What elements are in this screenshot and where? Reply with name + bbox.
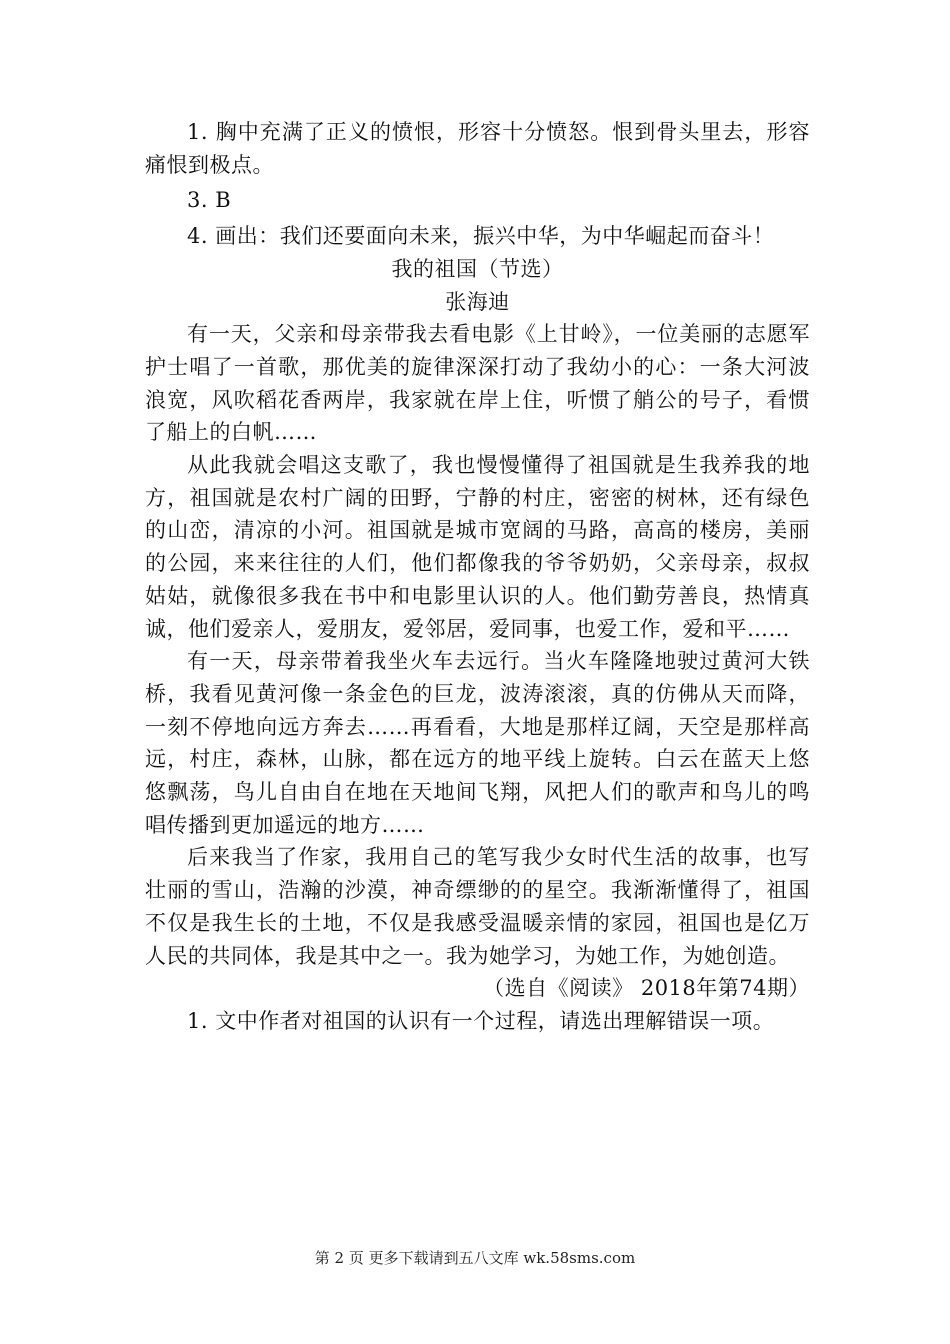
- answer-1: 1. 胸中充满了正义的愤恨，形容十分愤怒。恨到骨头里去，形容痛恨到极点。: [145, 120, 810, 177]
- article-source: （选自《阅读》 2018年第74期）: [483, 976, 810, 1001]
- article-paragraph-4: 后来我当了作家，我用自己的笔写我少女时代生活的故事，也写壮丽的雪山，浩瀚的沙漠，神奇缥缈的的星空。我渐渐懂得了，祖国不仅是我生长的土地，不仅是我感受温暖亲情的家园，祖国也是亿万人民的共同体，我是其中之一。我为她学习，为她工作，为她创造。: [145, 845, 810, 968]
- answer-3: 3. B: [187, 188, 232, 213]
- article-paragraph-2: 从此我就会唱这支歌了，我也慢慢懂得了祖国就是生我养我的地方，祖国就是农村广阔的田野，宁静的村庄，密密的树林，还有绿色的山峦，清凉的小河。祖国就是城市宽阔的马路，高高的楼房，美丽的公园，来来往往的人们，他们都像我的爷爷奶奶，父亲母亲，叔叔姑姑，就像很多我在书中和电影里认识的人。他们勤劳善良，热情真诚，他们爱亲人，爱朋友，爱邻居，爱同事，也爱工作，爱和平……: [145, 453, 810, 641]
- article-paragraph-3: 有一天，母亲带着我坐火车去远行。当火车隆隆地驶过黄河大铁桥，我看见黄河像一条金色的巨龙，波涛滚滚，真的仿佛从天而降，一刻不停地向远方奔去……再看看，大地是那样辽阔，天空是那样高远，村庄，森林，山脉，都在远方的地平线上旋转。白云在蓝天上悠悠飘荡，鸟儿自由自在地在天地间飞翔，风把人们的歌声和鸟儿的鸣唱传播到更加遥远的地方……: [145, 649, 810, 837]
- document-body: [145, 116, 810, 1038]
- article-author: 张海迪: [445, 289, 510, 314]
- article-title: 我的祖国（节选）: [391, 256, 564, 281]
- answer-4: 4. 画出：我们还要面向未来，振兴中华，为中华崛起而奋斗！: [187, 224, 775, 249]
- article-paragraph-1: 有一天，父亲和母亲带我去看电影《上甘岭》，一位美丽的志愿军护士唱了一首歌，那优美的旋律深深打动了我幼小的心：一条大河波浪宽，风吹稻花香两岸，我家就在岸上住，听惯了艄公的号子，看惯了船上的白帆……: [145, 322, 810, 445]
- question-1: 1. 文中作者对祖国的认识有一个过程，请选出理解错误一项。: [187, 1008, 775, 1033]
- page-footer: 第 2 页 更多下载请到五八文库 wk.58sms.com: [314, 1249, 636, 1267]
